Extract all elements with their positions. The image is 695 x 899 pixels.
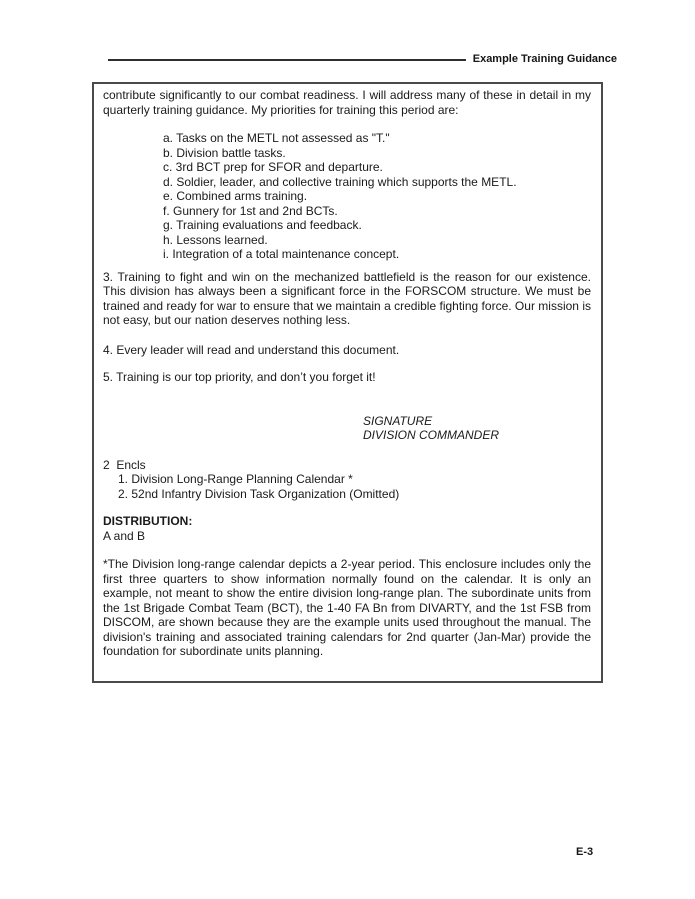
priority-item-c: c. 3rd BCT prep for SFOR and departure. (163, 160, 383, 174)
intro-paragraph: contribute significantly to our combat readiness. I will address many of these in detail in my quarterly training guidance. My priorities for training this period are: (103, 88, 591, 117)
footnote-paragraph: *The Division long-range calendar depicts a 2-year period. This enclosure includes only the first three quarters to show information normally found on the calendar. It is only an example, not meant to show the entire division long-range plan. The subordinate units from the 1st Brigade Combat Team (BCT), the 1-40 FA Bn from DIVARTY, and the 1st FSB from DISCOM, are shown because they are the example units used throughout the manual. The division's training and associated training calendars for 2nd quarter (Jan-Mar) provide the foundation for subordinate units planning. (103, 557, 591, 658)
priority-item-h: h. Lessons learned. (163, 232, 268, 247)
enclosures-heading: 2 Encls (103, 457, 146, 472)
signature-placeholder: SIGNATURE (363, 413, 433, 428)
priority-item-a: a. Tasks on the METL not assessed as "T." (163, 131, 390, 145)
guidance-text-box (92, 82, 603, 683)
priority-item-i: i. Integration of a total maintenance concept. (163, 247, 400, 261)
priorities-list (163, 131, 591, 262)
signature-block (363, 414, 591, 443)
distribution-heading: DISTRIBUTION: (103, 514, 193, 528)
priority-item-e: e. Combined arms training. (163, 189, 308, 203)
page-number: E-3 (576, 846, 594, 858)
distribution-addressees: A and B (103, 528, 146, 543)
paragraph-3: 3. Training to fight and win on the mechanized battlefield is the reason for our existence. This division has always been a significant force in the FORSCOM structure. We must be trained and ready for war to ensure that we maintain a credible fighting force. Our mission is not easy, but our nation deserves nothing less. (103, 269, 591, 327)
paragraph-4: 4. Every leader will read and understand this document. (103, 342, 400, 357)
priority-item-f: f. Gunnery for 1st and 2nd BCTs. (163, 203, 338, 218)
distribution-block (103, 514, 591, 543)
enclosure-item-2: 2. 52nd Infantry Division Task Organization (Omitted) (118, 486, 400, 501)
page-header (108, 53, 617, 66)
paragraph-5: 5. Training is our top priority, and don’t you forget it! (103, 370, 376, 384)
signature-title: DIVISION COMMANDER (363, 428, 500, 442)
enclosure-item-1: 1. Division Long-Range Planning Calendar * (118, 472, 353, 486)
priority-item-b: b. Division battle tasks. (163, 145, 286, 160)
priority-item-g: g. Training evaluations and feedback. (163, 218, 362, 232)
header-title: Example Training Guidance (472, 53, 617, 65)
priority-item-d: d. Soldier, leader, and collective training which supports the METL. (163, 174, 517, 189)
enclosures-block (103, 458, 591, 502)
header-rule (108, 59, 466, 61)
